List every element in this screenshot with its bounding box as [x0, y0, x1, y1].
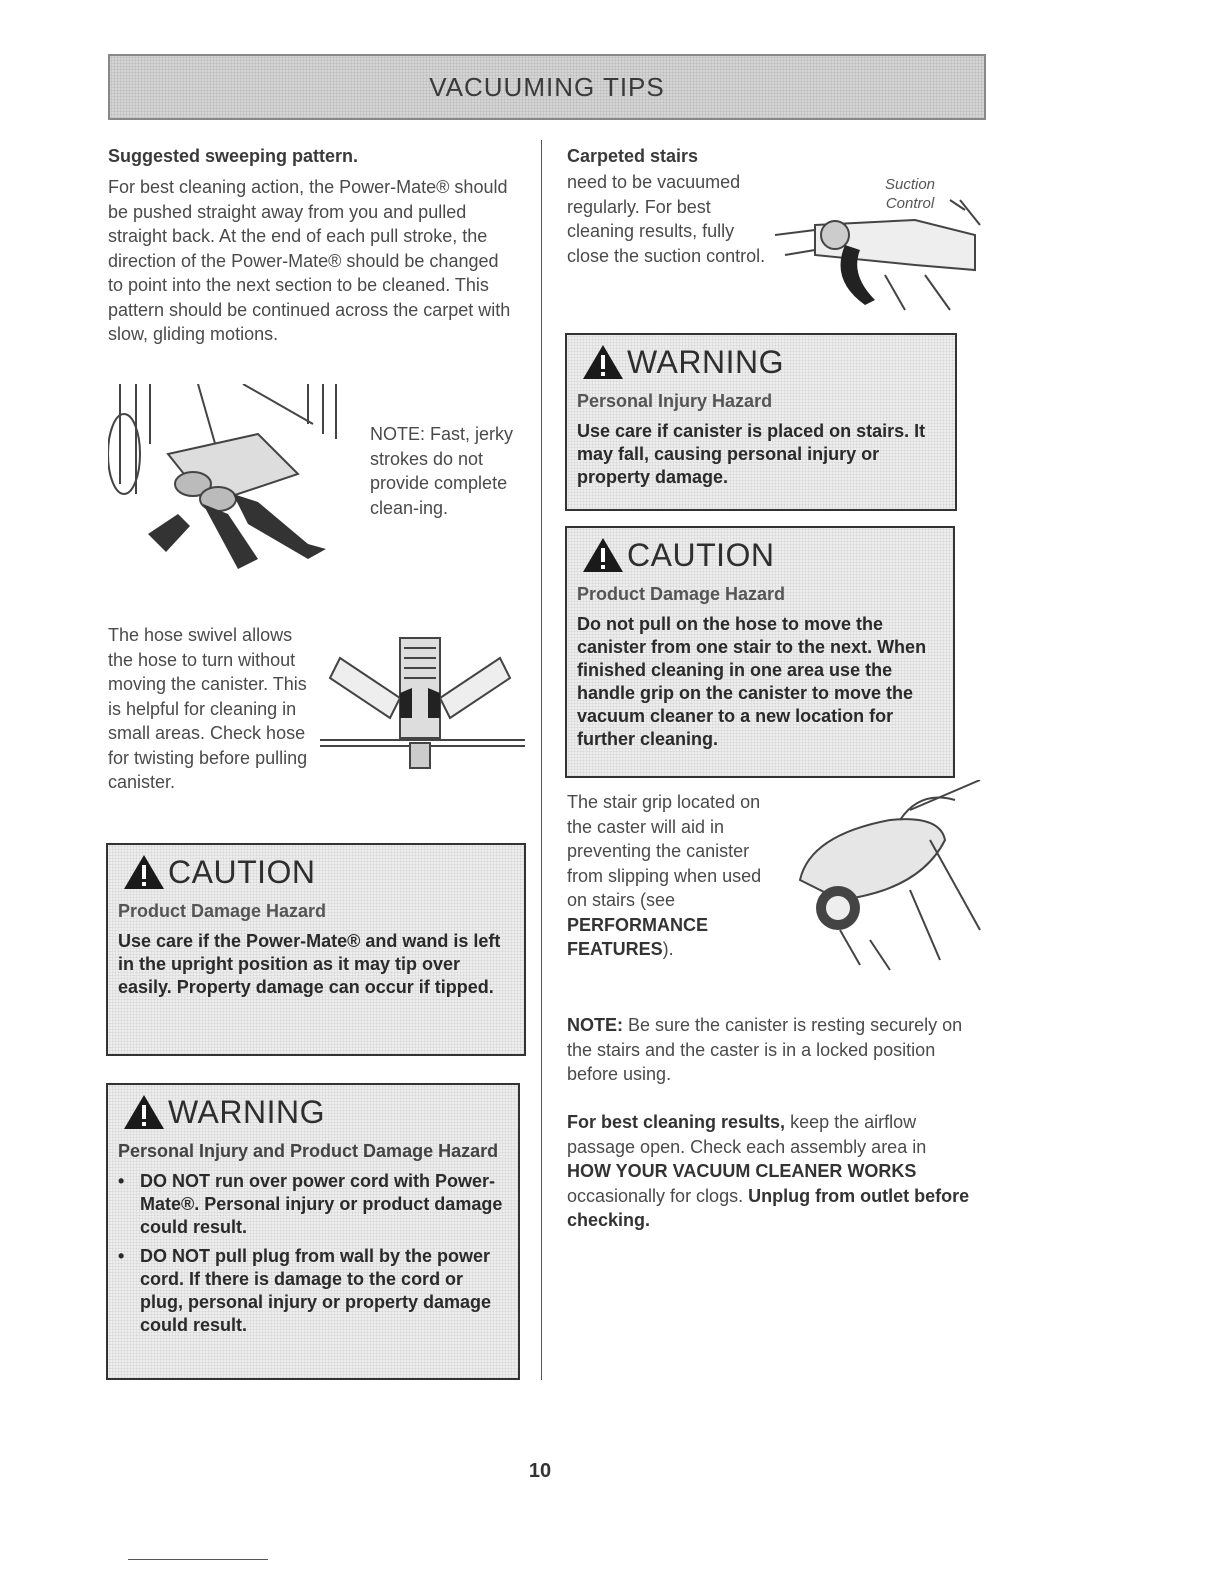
stair-grip-illustration	[780, 780, 985, 975]
suction-control-illustration	[775, 195, 985, 315]
caution-title-left: CAUTION	[122, 853, 514, 891]
stair-grip-end: ).	[662, 939, 674, 959]
hose-swivel-illustration	[320, 618, 525, 778]
page-title: VACUUMING TIPS	[429, 71, 665, 102]
section-banner	[108, 54, 986, 120]
best-results-after: occasionally for clogs.	[567, 1185, 744, 1206]
sweep-note	[370, 422, 520, 520]
warning-body-right: Use care if canister is placed on stairs. It may fall, causing personal injury or property damage.	[577, 421, 926, 487]
page-number: 10	[528, 1460, 552, 1482]
warning-subtitle-left: Personal Injury and Product Damage Hazard	[118, 1141, 499, 1161]
stairs-heading: Carpeted stairs	[567, 146, 699, 166]
stair-grip-text: The stair grip located on the caster will aid in preventing the canister from slipping when used on stairs (see	[567, 792, 762, 910]
warning-title-right: WARNING	[581, 343, 945, 381]
stairs-note-text: Be sure the canister is resting securely on the stairs and the caster is in a locked position before using.	[567, 1015, 963, 1084]
unplug-instruction: Unplug from outlet before checking.	[567, 1185, 970, 1230]
stair-grip-paragraph	[567, 790, 767, 962]
warning-title-left: WARNING	[122, 1093, 508, 1131]
footer-divider	[128, 1559, 268, 1560]
caution-title-right: CAUTION	[581, 536, 943, 574]
how-vacuum-works-ref: HOW YOUR VACUUM CLEANER WORKS	[567, 1161, 917, 1181]
caution-subtitle-left: Product Damage Hazard	[118, 901, 327, 921]
best-results-paragraph	[567, 1110, 972, 1233]
hose-swivel-paragraph: The hose swivel allows the hose to turn without moving the canister. This is helpful for cleaning in small areas. Check hose for twisting before pulling canister.	[108, 625, 308, 792]
best-results-mid: keep the airflow passage open. Check each assembly area in	[567, 1112, 927, 1157]
stairs-paragraph: need to be vacuumed regularly. For best cleaning results, fully close the suction control.	[567, 172, 766, 266]
warning-box-right	[565, 333, 957, 511]
stairs-note-label: NOTE:	[567, 1015, 623, 1035]
sweep-note-text: Fast, jerky strokes do not provide complete clean-ing.	[370, 424, 514, 518]
performance-features-ref: PERFORMANCE FEATURES	[567, 914, 709, 959]
sweep-paragraph: For best cleaning action, the Power-Mate® should be pushed straight away from you and pulled straight back. At the end of each pull stroke, the direction of the Power-Mate® should be changed to point into the next section to be cleaned. This pattern should be continued across the carpet with slow, gliding motions.	[108, 177, 511, 344]
sweeping-pattern-illustration	[108, 384, 348, 584]
warning-box-left	[106, 1083, 520, 1380]
warning-triangle-icon	[581, 343, 625, 381]
warning-triangle-icon	[122, 1093, 166, 1131]
warning-subtitle-right: Personal Injury Hazard	[577, 391, 773, 411]
column-divider	[541, 140, 542, 1380]
sweep-heading: Suggested sweeping pattern.	[108, 146, 359, 166]
list-item: • DO NOT run over power cord with Power-Mate®. Personal injury or product damage could result.	[118, 1171, 503, 1237]
caution-subtitle-right: Product Damage Hazard	[577, 584, 786, 604]
caution-body-left: Use care if the Power-Mate® and wand is left in the upright position as it may tip over easily. Property damage can occur if tipped.	[118, 931, 501, 997]
list-item: • DO NOT pull plug from wall by the power cord. If there is damage to the cord or plug, personal injury or property damage could result.	[118, 1246, 492, 1335]
warning-triangle-icon	[581, 536, 625, 574]
caution-body-right: Do not pull on the hose to move the canister from one stair to the next. When finished cleaning in one area use the handle grip on the canister to move the vacuum cleaner to a new location for further cleaning.	[577, 614, 927, 749]
stairs-note	[567, 1013, 967, 1087]
warning-triangle-icon	[122, 853, 166, 891]
best-results-lead: For best cleaning results,	[567, 1112, 786, 1132]
caution-box-right	[565, 526, 955, 778]
caution-box-left	[106, 843, 526, 1056]
sweep-note-label: NOTE:	[370, 424, 426, 444]
suction-control-label: Suction Control	[884, 176, 936, 212]
